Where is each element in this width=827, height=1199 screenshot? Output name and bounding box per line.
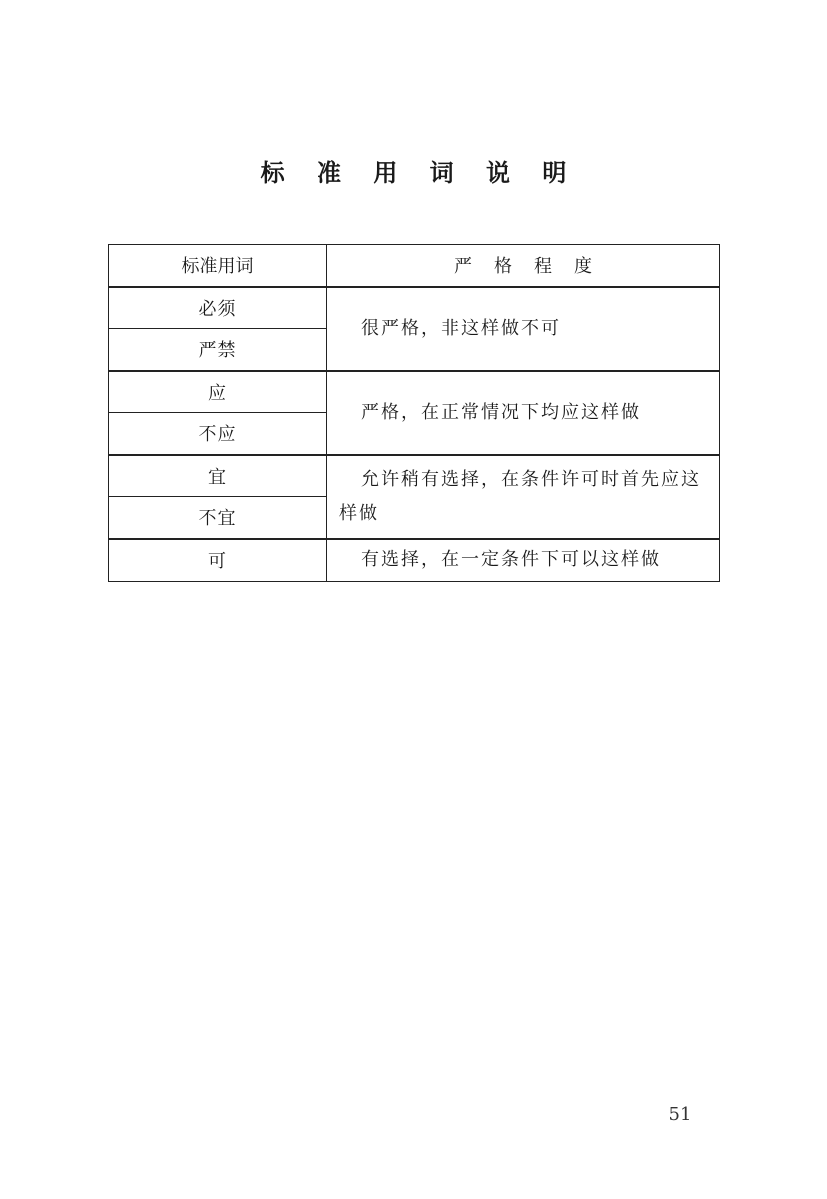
description-slight-choice [327,455,720,539]
table-row [109,455,720,497]
term-strictly-prohibited: 严禁 [109,329,327,371]
term-may: 可 [109,539,327,582]
header-term: 标准用词 [109,245,327,287]
description-very-strict [327,287,720,371]
page-number: 51 [668,1104,692,1125]
table-header-row [109,245,720,287]
description-text: 严格，在正常情况下均应这样做 [361,401,641,423]
term-should-not: 不应 [109,413,327,455]
header-degree: 严格程度 [327,245,720,287]
standard-terms-table [108,244,720,582]
description-text: 很严格，非这样做不可 [361,317,561,339]
description-choice [327,539,720,582]
description-text: 允许稍有选择，在条件许可时首先应这样做 [339,468,701,524]
term-preferably-not: 不宜 [109,497,327,539]
page-title: 标 准 用 词 说 明 [260,159,579,187]
term-must: 必须 [109,287,327,329]
term-preferably: 宜 [109,455,327,497]
term-should: 应 [109,371,327,413]
table-row [109,539,720,582]
description-text: 有选择，在一定条件下可以这样做 [361,549,661,571]
table-row [109,287,720,329]
description-strict [327,371,720,455]
table-row [109,371,720,413]
